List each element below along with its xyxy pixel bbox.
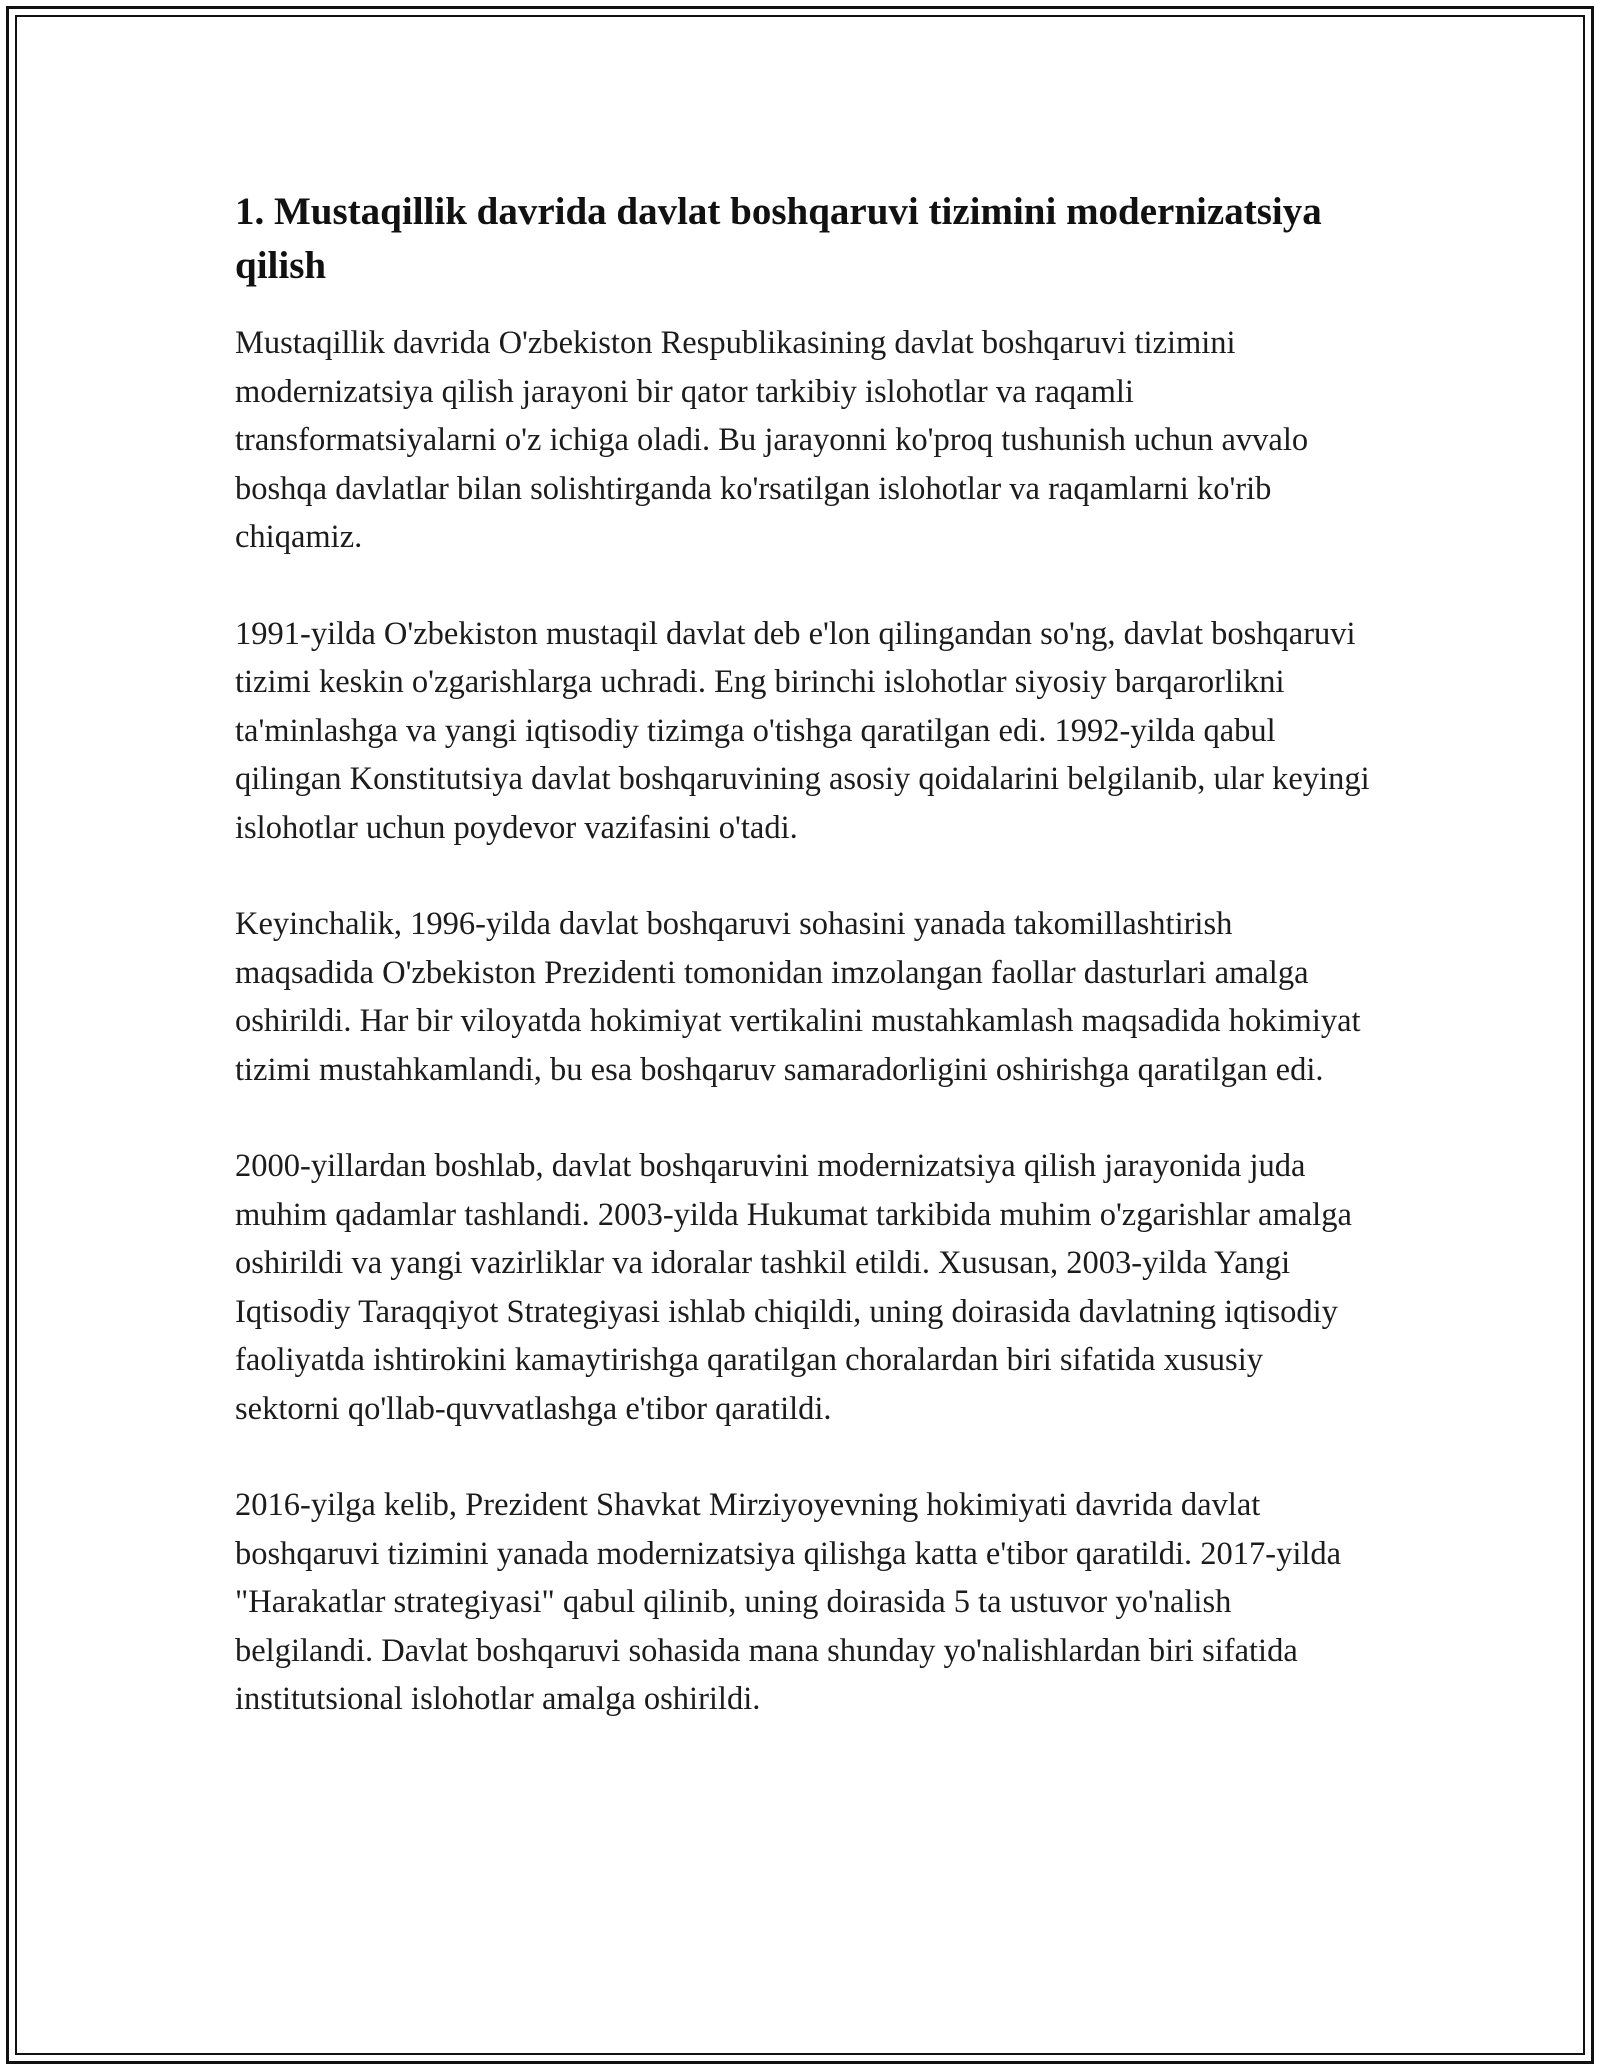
paragraph-5: 2016-yilga kelib, Prezident Shavkat Mirziyoyevning hokimiyati davrida davlat boshqaruvi tizimini yanada modernizatsiya qilishga katta e'tibor qaratildi. 2017-yilda "Harakatlar strategiyasi" qabul qilinib, uning doirasida 5 ta ustuvor yo'nalish belgilandi. Davlat boshqaruvi sohasida mana shunday yo'nalishlardan biri sifatida institutsional islohotlar amalga oshirildi. <box>235 1487 1342 1717</box>
paragraph-3: Keyinchalik, 1996-yilda davlat boshqaruvi sohasini yanada takomillashtirish maqsadida O'zbekiston Prezidenti tomonidan imzolangan faollar dasturlari amalga oshirildi. Har bir viloyatda hokimiyat vertikalini mustahkamlash maqsadida hokimiyat tizimi mustahkamlandi, bu esa boshqaruv samaradorligini oshirishga qaratilgan edi. <box>235 906 1361 1088</box>
section-heading: 1. Mustaqillik davrida davlat boshqaruvi tizimini modernizatsiya qilish <box>235 190 1322 287</box>
paragraph-2: 1991-yilda O'zbekiston mustaqil davlat deb e'lon qilingandan so'ng, davlat boshqaruvi tizimi keskin o'zgarishlarga uchradi. Eng birinchi islohotlar siyosiy barqarorlikni ta'minlashga va yangi iqtisodiy tizimga o'tishga qaratilgan edi. 1992-yilda qabul qilingan Konstitutsiya davlat boshqaruvining asosiy qoidalarini belgilanib, ular keyingi islohotlar uchun poydevor vazifasini o'tadi. <box>235 615 1370 846</box>
paragraph-1: Mustaqillik davrida O'zbekiston Respublikasining davlat boshqaruvi tizimini modernizatsiya qilish jarayoni bir qator tarkibiy islohotlar va raqamli transformatsiyalarni o'z ichiga oladi. Bu jarayonni ko'proq tushunish uchun avvalo boshqa davlatlar bilan solishtirganda ko'rsatilgan islohotlar va raqamlarni ko'rib chiqamiz. <box>235 325 1309 555</box>
paragraph-4: 2000-yillardan boshlab, davlat boshqaruvini modernizatsiya qilish jarayonida juda muhim qadamlar tashlandi. 2003-yilda Hukumat tarkibida muhim o'zgarishlar amalga oshirildi va yangi vazirliklar va idoralar tashkil etildi. Xususan, 2003-yilda Yangi Iqtisodiy Taraqqiyot Strategiyasi ishlab chiqildi, uning doirasida davlatning iqtisodiy faoliyatda ishtirokini kamaytirishga qaratilgan choralardan biri sifatida xususiy sektorni qo'llab-quvvatlashga e'tibor qaratildi. <box>235 1148 1352 1427</box>
document-body <box>235 185 1375 1772</box>
